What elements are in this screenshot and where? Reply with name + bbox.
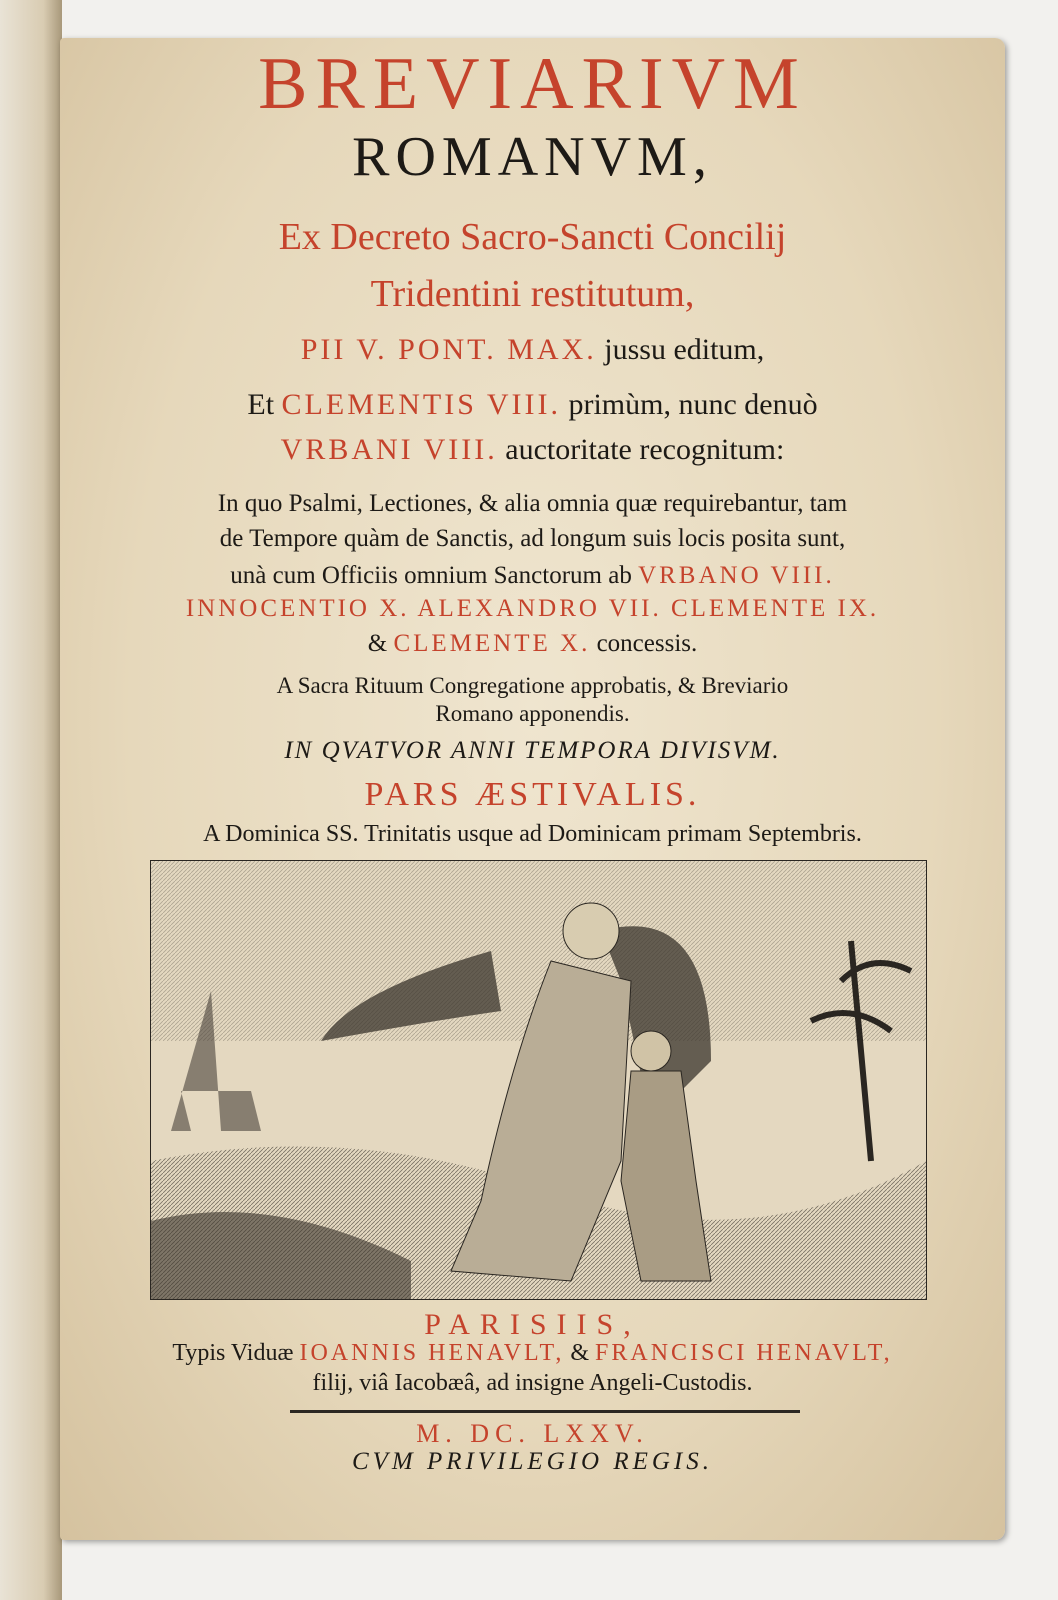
title-breviarium: BREVIARIVM [258,43,807,125]
part-title: PARS ÆSTIVALIS. [364,776,701,813]
francisci-name: FRANCISCI HENAVLT, [595,1340,893,1366]
concessis-text: concessis. [596,630,698,657]
urbano-name: VRBANO VIII. [638,562,835,589]
ampersand: & [367,630,388,657]
engraving-guardian-angel [150,860,927,1300]
description-line-1: In quo Psalmi, Lectiones, & alia omnia quæ requirebantur, tam [217,490,848,517]
division-line: IN QVATVOR ANNI TEMPORA DIVISVM. [284,737,781,764]
subtitle-line-2: Tridentini restitutum, [370,273,695,315]
ampersand: & [570,1340,590,1366]
authority-clementis [60,388,1005,422]
imprint-privilege: CVM PRIVILEGIO REGIS. [351,1448,713,1475]
pius-tail: jussu editum, [604,333,765,366]
subtitle-line-1: Ex Decreto Sacro-Sancti Concilij [278,216,787,258]
divider-rule [290,1410,800,1413]
typis-text: Typis Viduæ [172,1340,294,1366]
approval-line-1: A Sacra Rituum Congregatione approbatis, & Breviario [276,673,789,698]
adjacent-page-edge [0,0,62,1600]
engraving-illustration [151,861,926,1299]
pius-name: PII V. PONT. MAX. [300,333,597,366]
description-line-5 [60,630,1005,658]
authority-pius [60,333,1005,367]
clementis-name: CLEMENTIS VIII. [281,388,561,421]
imprint-address: filij, viâ Iacobæâ, ad insigne Angeli-Custodis. [312,1370,753,1396]
approval-line-2: Romano apponendis. [435,701,630,726]
ioannis-name: IOANNIS HENAVLT, [299,1340,565,1366]
description-line-3 [60,562,1005,590]
title-romanum: ROMANVM, [352,126,713,188]
description-line-4: INNOCENTIO X. ALEXANDRO VII. CLEMENTE IX. [185,595,880,622]
et-text: Et [247,388,275,421]
urbani-tail: auctoritate recognitum: [505,433,785,466]
child-figure [621,1071,711,1281]
description-l3-text: unà cum Officiis omnium Sanctorum ab [230,562,632,589]
urbani-name: VRBANI VIII. [280,433,498,466]
imprint-printers [60,1340,1005,1367]
range-line: A Dominica SS. Trinitatis usque ad Dominicam primam Septembris. [203,821,862,847]
clemente-x-name: CLEMENTE X. [393,630,591,657]
clementis-tail: primùm, nunc denuò [568,388,818,421]
authority-urbani [60,433,1005,467]
imprint-city: PARISIIS, [424,1308,641,1341]
description-line-2: de Tempore quàm de Sanctis, ad longum suis locis posita sunt, [219,525,846,552]
imprint-year: M. DC. LXXV. [416,1419,649,1448]
